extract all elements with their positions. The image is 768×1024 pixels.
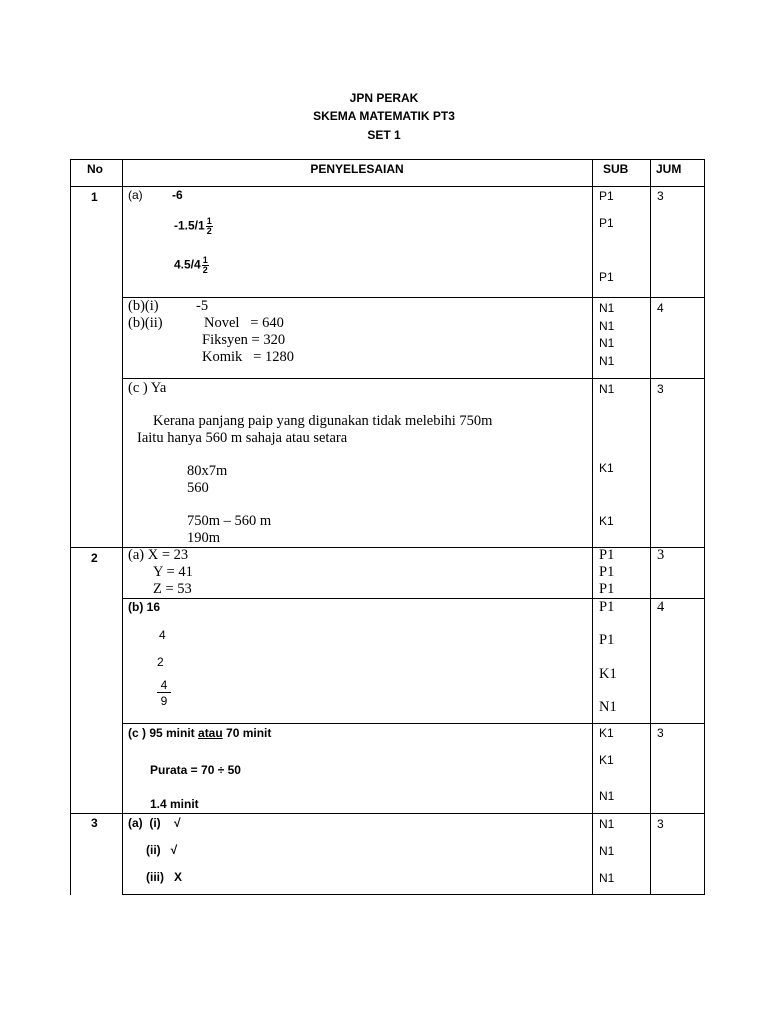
q3a-sub-1: N1: [599, 817, 615, 831]
q1c-line7: 190m: [187, 530, 221, 546]
q1b-jum: 4: [657, 301, 664, 315]
header-subtitle: SKEMA MATEMATIK PT3: [313, 109, 455, 123]
q2b-sub-4: N1: [599, 699, 617, 715]
q2c-line1: (c ) 95 minit atau 70 minit: [128, 726, 272, 740]
q1a-label: (a): [128, 188, 143, 202]
q1c-line3: Iaitu hanya 560 m sahaja atau setara: [137, 430, 348, 446]
q2b-jum: 4: [657, 599, 665, 615]
q1b-label-i: (b)(i): [128, 298, 159, 314]
q2b-fraction: 4 9: [157, 679, 171, 707]
q2a-jum: 3: [657, 547, 665, 563]
q3a-jum: 3: [657, 817, 664, 831]
q1a-line2: -1.5/1 $\frac{1}{2}$: [174, 216, 212, 236]
q3a-line3: (iii) X: [146, 870, 182, 884]
q1c-line5: 560: [187, 480, 209, 496]
q1c-sub-3: K1: [599, 514, 614, 528]
col-header-sub: SUB: [603, 162, 629, 176]
q1b-sub-1: N1: [599, 301, 615, 315]
q1c-jum: 3: [657, 382, 664, 396]
q3a-sub-3: N1: [599, 871, 615, 885]
q3a-sub-2: N1: [599, 844, 615, 858]
q1b-line1: -5: [196, 298, 209, 314]
q2b-sub-1: P1: [599, 599, 615, 615]
q1c-line1: (c ) Ya: [128, 380, 167, 396]
q1b-line4: Komik = 1280: [202, 349, 294, 365]
q1a-sub-1: P1: [599, 189, 614, 203]
q2a-sub-3: P1: [599, 581, 615, 597]
q1b-line2: Novel = 640: [204, 315, 284, 331]
q1c-sub-2: K1: [599, 461, 614, 475]
q1b-label-ii: (b)(ii): [128, 315, 163, 331]
question-number-1: 1: [91, 190, 98, 204]
q2a-line1: (a) X = 23: [128, 547, 189, 563]
q1c-line6: 750m – 560 m: [187, 513, 272, 529]
col-header-jum: JUM: [656, 162, 682, 176]
question-number-3: 3: [91, 816, 98, 830]
q1b-line3: Fiksyen = 320: [202, 332, 286, 348]
q1a-sub-3: P1: [599, 270, 614, 284]
q2a-sub-2: P1: [599, 564, 615, 580]
q2c-jum: 3: [657, 726, 664, 740]
q1a-sub-2: P1: [599, 216, 614, 230]
q2b-sub-2: P1: [599, 632, 615, 648]
q1b-sub-3: N1: [599, 336, 615, 350]
q2b-sub-3: K1: [599, 666, 617, 682]
q2c-sub-3: N1: [599, 789, 615, 803]
q2a-sub-1: P1: [599, 547, 615, 563]
q3a-line2: (ii) √: [146, 843, 178, 857]
q2c-sub-1: K1: [599, 726, 614, 740]
q2a-line2: Y = 41: [153, 564, 193, 580]
q2b-line2: 4: [159, 628, 166, 642]
col-header-solution: PENYELESAIAN: [310, 162, 404, 176]
q1a-line3: 4.5/4 $\frac{1}{2}$: [174, 255, 208, 275]
q1c-line2: Kerana panjang paip yang digunakan tidak melebihi 750m: [153, 413, 493, 429]
q2a-line3: Z = 53: [153, 581, 192, 597]
q1a-line1: -6: [172, 188, 183, 202]
q1b-sub-4: N1: [599, 354, 615, 368]
question-number-2: 2: [91, 551, 98, 565]
header-set: SET 1: [367, 128, 401, 142]
q2b-line1: (b) 16: [128, 600, 161, 614]
q1c-line4: 80x7m: [187, 463, 228, 479]
q2b-line3: 2: [157, 655, 164, 669]
q1b-sub-2: N1: [599, 319, 615, 333]
q2c-line3: 1.4 minit: [150, 797, 199, 811]
q1a-jum: 3: [657, 189, 664, 203]
col-header-no: No: [87, 162, 103, 176]
header-title: JPN PERAK: [349, 91, 419, 105]
q3a-line1: (a) (i) √: [128, 816, 181, 830]
q2c-line2: Purata = 70 ÷ 50: [150, 763, 241, 777]
q1c-sub-1: N1: [599, 382, 615, 396]
q2c-sub-2: K1: [599, 753, 614, 767]
